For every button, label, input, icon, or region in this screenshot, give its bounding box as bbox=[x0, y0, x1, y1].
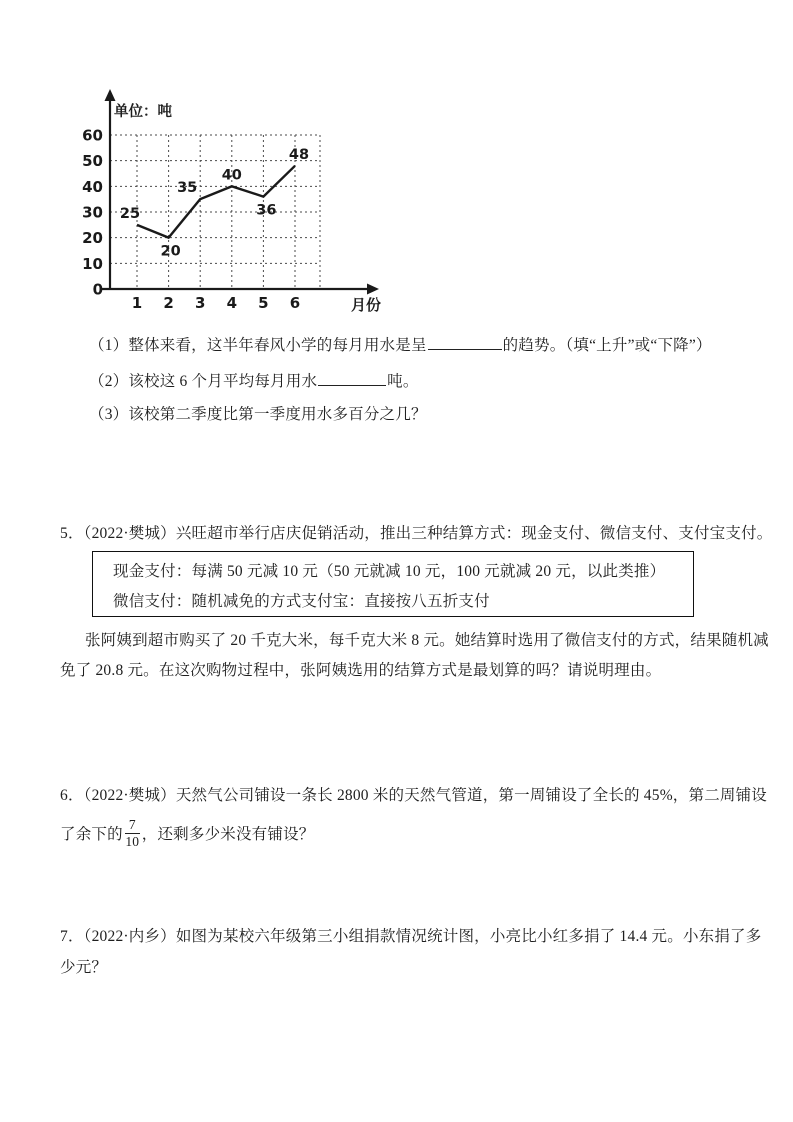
svg-text:3: 3 bbox=[194, 294, 206, 312]
svg-text:48: 48 bbox=[288, 146, 310, 163]
payment-options-box bbox=[92, 551, 694, 617]
svg-text:1: 1 bbox=[131, 294, 143, 312]
subquestion-2-tail: 吨。 bbox=[387, 373, 419, 390]
subquestion-1-text: （1）整体来看，这半年春风小学的每月用水是呈 bbox=[89, 337, 427, 354]
question-7-line-2: 少元？ bbox=[60, 959, 108, 976]
question-4-subquestions bbox=[89, 333, 712, 441]
wechat-alipay-payment-rule: 微信支付：随机减免的方式支付宝：直接按八五折支付 bbox=[113, 593, 490, 610]
question-5-body-line-1: 张阿姨到超市购买了 20 千克大米，每千克大米 8 元。她结算时选用了微信支付的方式，结果随机减 bbox=[85, 632, 769, 649]
subquestion-1-tail: 的趋势。（填“上升”或“下降”） bbox=[502, 337, 712, 354]
question-5-header: 5．（2022·樊城）兴旺超市举行店庆促销活动，推出三种结算方式：现金支付、微信支付、支付宝支付。 bbox=[60, 525, 773, 542]
svg-text:25: 25 bbox=[119, 205, 141, 222]
chart-unit-label: 单位：吨 bbox=[114, 104, 172, 120]
question-6-line-2-post: ，还剩多少米没有铺设？ bbox=[141, 826, 315, 844]
svg-text:5: 5 bbox=[258, 294, 269, 312]
subquestion-3-text: （3）该校第二季度比第一季度用水多百分之几？ bbox=[89, 406, 427, 423]
fraction-denominator: 10 bbox=[125, 833, 140, 849]
chart-x-axis-label: 月份 bbox=[351, 296, 382, 314]
line-chart-canvas bbox=[62, 88, 422, 328]
subquestion-2-text: （2）该校这 6 个月平均每月用水 bbox=[89, 373, 318, 390]
svg-text:4: 4 bbox=[226, 294, 238, 312]
question-6 bbox=[60, 786, 767, 849]
question-6-line-2 bbox=[60, 817, 767, 849]
answer-blank bbox=[318, 369, 386, 386]
water-usage-chart bbox=[62, 88, 422, 328]
svg-text:60: 60 bbox=[82, 126, 103, 145]
svg-text:20: 20 bbox=[160, 243, 181, 260]
question-6-line-1: 6．（2022·樊城）天然气公司铺设一条长 2800 米的天然气管道，第一周铺设了全长的 45%，第二周铺设 bbox=[60, 787, 768, 804]
fraction-numerator: 7 bbox=[125, 817, 140, 834]
svg-text:20: 20 bbox=[82, 229, 103, 248]
svg-text:0: 0 bbox=[92, 280, 103, 299]
question-7 bbox=[60, 921, 761, 983]
svg-text:30: 30 bbox=[82, 203, 103, 222]
question-6-line-2-pre: 了余下的 bbox=[60, 826, 123, 844]
question-5-body-line-2: 免了 20.8 元。在这次购物过程中，张阿姨选用的结算方式是最划算的吗？请说明理由。 bbox=[60, 662, 662, 679]
subquestion-2 bbox=[89, 369, 712, 405]
svg-text:40: 40 bbox=[221, 167, 242, 184]
svg-text:50: 50 bbox=[82, 152, 103, 171]
answer-blank bbox=[428, 333, 502, 350]
question-7-line-1: 7．（2022·内乡）如图为某校六年级第三小组捐款情况统计图，小亮比小红多捐了 14.4 元。小东捐了多 bbox=[60, 928, 762, 945]
cash-payment-rule: 现金支付：每满 50 元减 10 元（50 元就减 10 元，100 元就减 20 元，以此类推） bbox=[113, 563, 666, 580]
svg-text:10: 10 bbox=[82, 254, 103, 273]
subquestion-1 bbox=[89, 333, 712, 369]
question-5-body bbox=[60, 626, 769, 686]
fraction-seven-tenths bbox=[125, 817, 140, 849]
svg-text:40: 40 bbox=[82, 177, 103, 196]
svg-text:6: 6 bbox=[289, 294, 301, 312]
svg-text:2: 2 bbox=[163, 294, 174, 312]
svg-text:36: 36 bbox=[256, 202, 277, 219]
subquestion-3 bbox=[89, 405, 712, 441]
svg-text:35: 35 bbox=[177, 180, 198, 197]
